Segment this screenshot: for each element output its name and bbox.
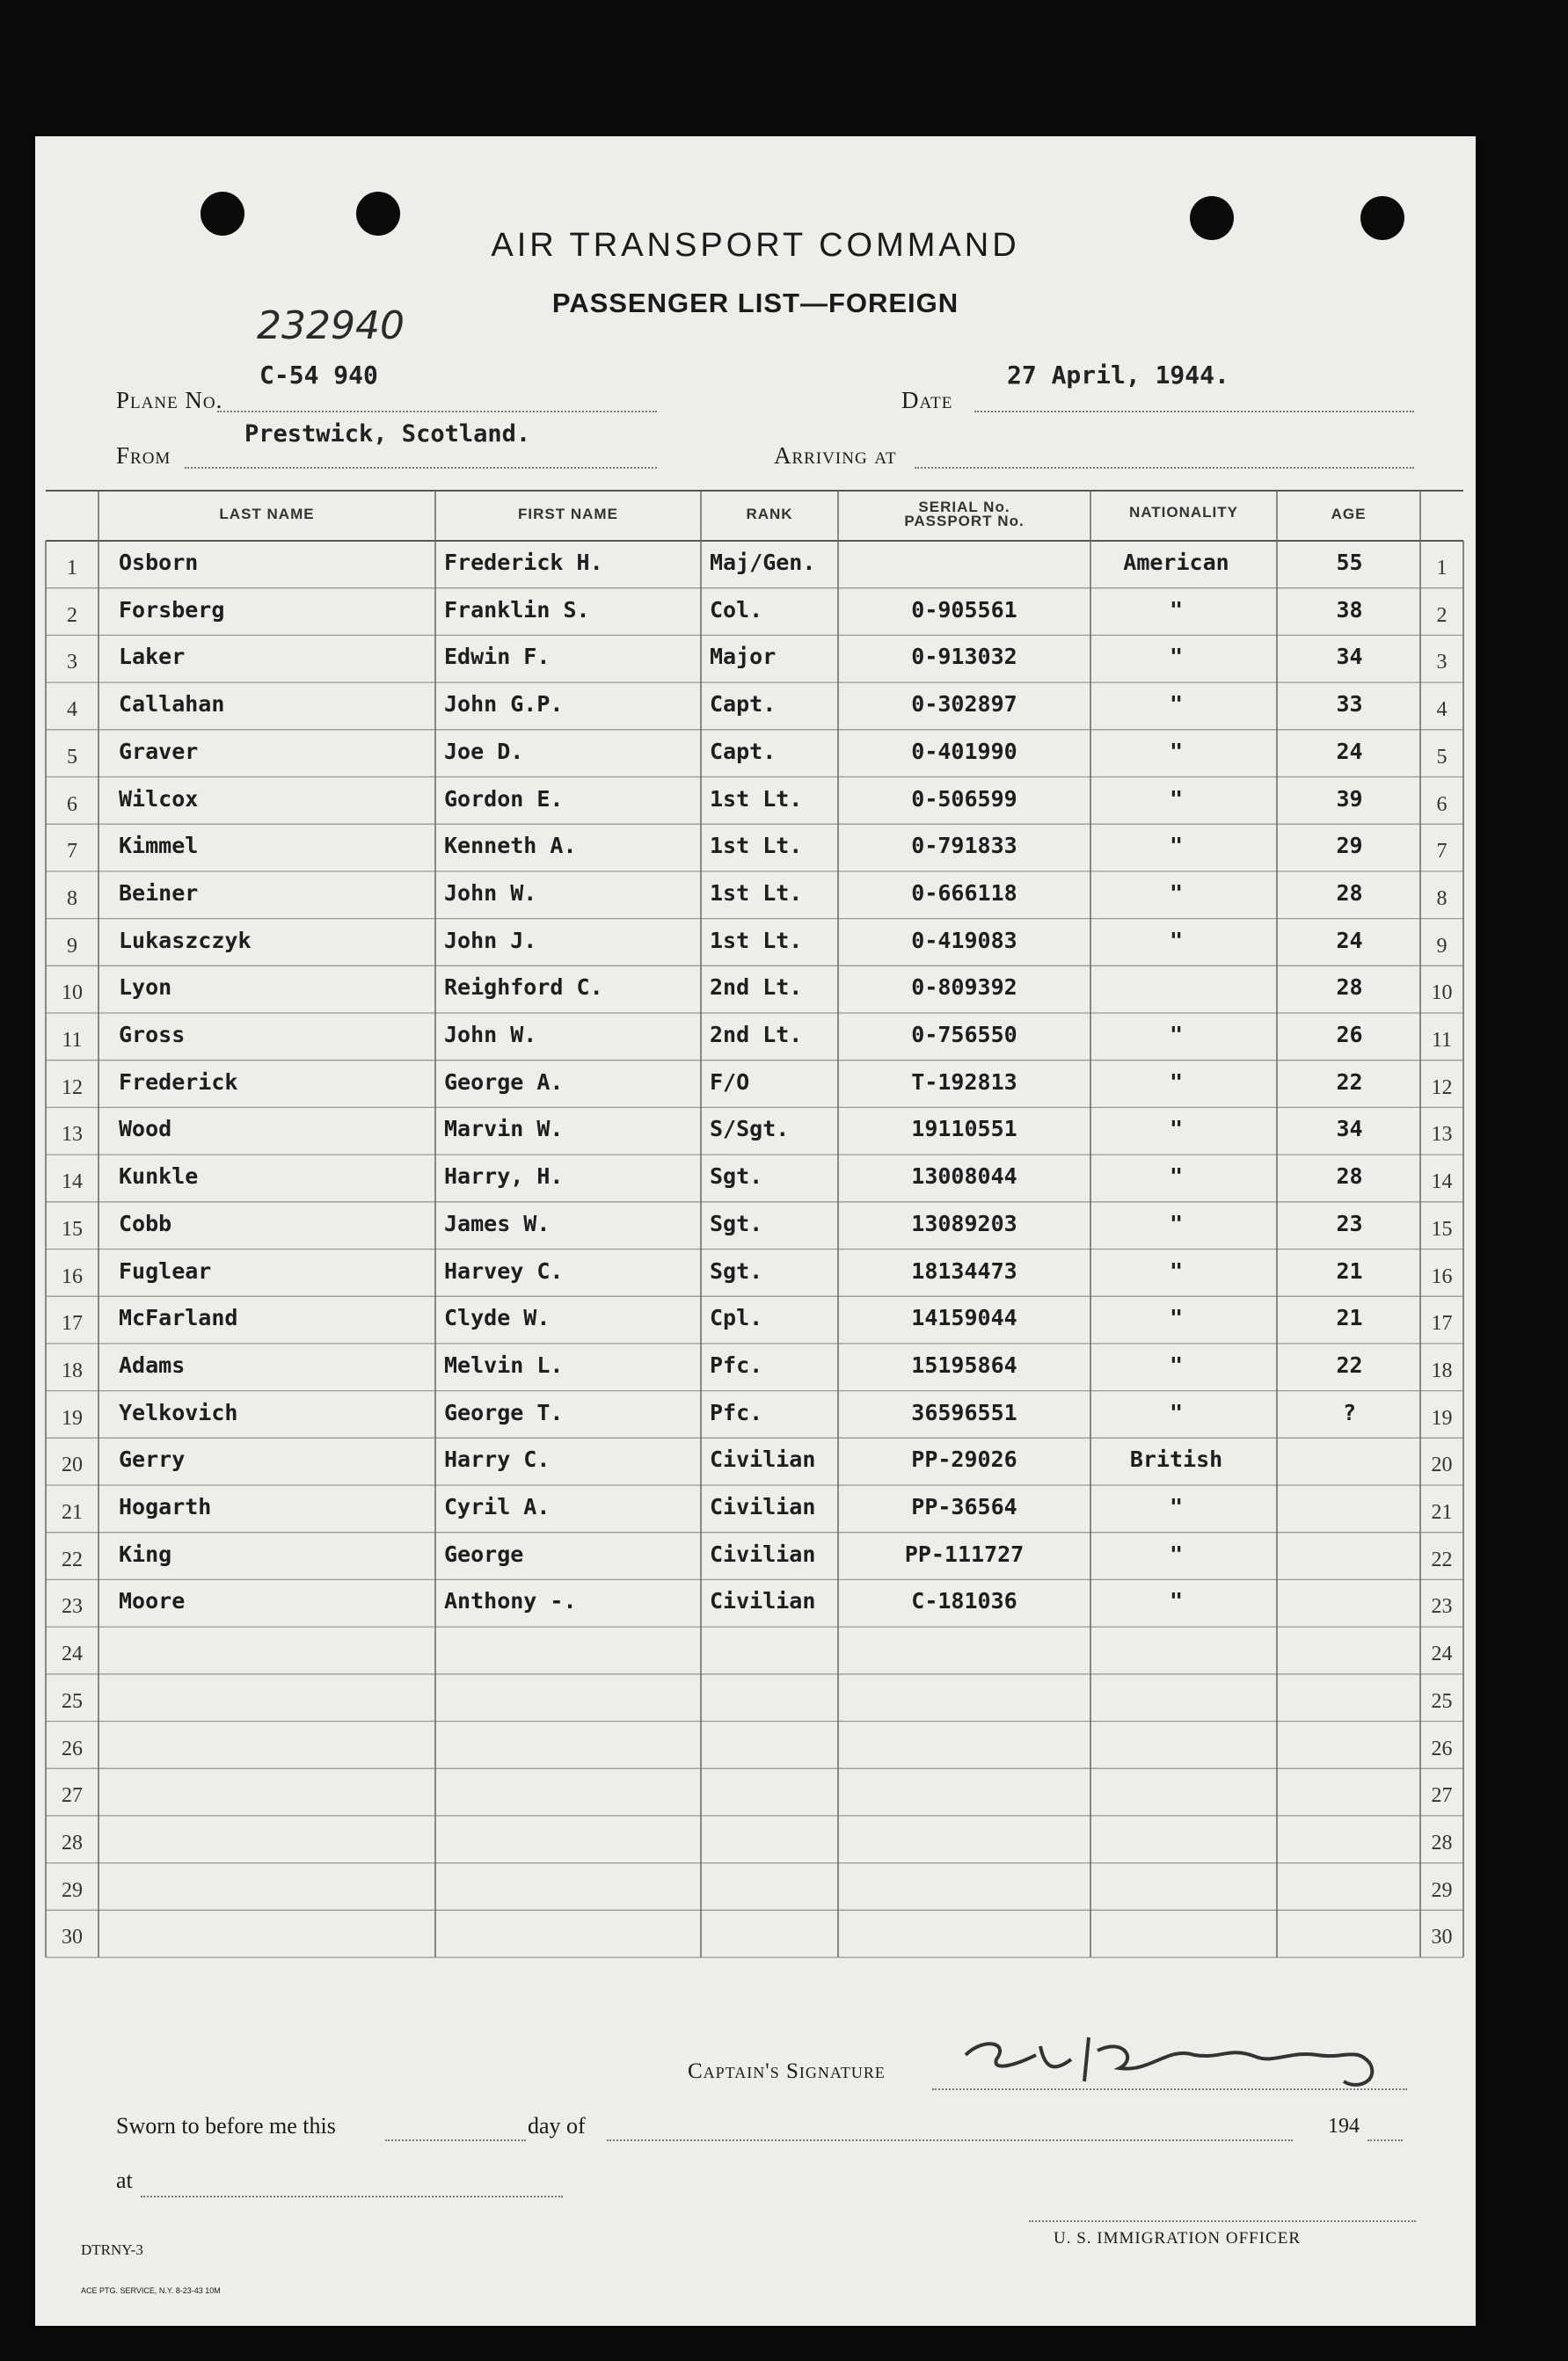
- header-age: AGE: [1331, 506, 1367, 522]
- captain-signature-label: Captain's Signature: [688, 2059, 886, 2083]
- header-nationality: NATIONALITY: [1128, 504, 1238, 521]
- cell-first-name: Harvey C.: [444, 1257, 564, 1284]
- cell-age: 34: [1336, 644, 1363, 670]
- cell-last-name: Cobb: [119, 1210, 172, 1236]
- row-number-right: 23: [1431, 1595, 1453, 1619]
- cell-nationality: ": [1169, 1022, 1184, 1047]
- captain-signature: [957, 2020, 1414, 2099]
- cell-rank: Cpl.: [710, 1305, 763, 1331]
- cell-first-name: Gordon E.: [444, 785, 564, 812]
- plane-label: Plane No.: [116, 387, 223, 413]
- at-line: [141, 2196, 563, 2197]
- cell-serial: 0-791833: [911, 833, 1017, 859]
- cell-serial: C-181036: [911, 1588, 1017, 1614]
- row-number-right: 28: [1431, 1831, 1453, 1855]
- cell-rank: Capt.: [710, 691, 777, 718]
- cell-rank: Civilian: [710, 1588, 816, 1614]
- row-number-left: 10: [62, 981, 83, 1005]
- cell-age: 28: [1336, 1163, 1363, 1190]
- cell-nationality: ": [1169, 1352, 1184, 1378]
- cell-rank: Civilian: [710, 1446, 816, 1473]
- row-number-left: 2: [67, 603, 77, 627]
- row-number-left: 3: [67, 651, 77, 674]
- cell-nationality: ": [1169, 785, 1184, 812]
- cell-serial: 0-666118: [911, 879, 1017, 906]
- cell-age: 29: [1336, 833, 1363, 859]
- cell-age: 33: [1336, 691, 1363, 718]
- header-passport: PASSPORT No.: [904, 513, 1025, 529]
- cell-nationality: American: [1123, 550, 1229, 575]
- row-number-right: 16: [1431, 1264, 1453, 1288]
- cell-first-name: Joe D.: [444, 738, 524, 764]
- cell-nationality: ": [1169, 691, 1184, 718]
- row-number-left: 15: [62, 1217, 83, 1241]
- cell-first-name: Clyde W.: [444, 1305, 551, 1331]
- cell-rank: Pfc.: [710, 1399, 763, 1425]
- cell-age: 23: [1336, 1210, 1363, 1236]
- header-first-name: FIRST NAME: [518, 506, 618, 522]
- cell-first-name: Franklin S.: [444, 596, 590, 623]
- cell-rank: 1st Lt.: [710, 927, 803, 953]
- cell-age: 39: [1336, 785, 1363, 812]
- cell-serial: PP-29026: [911, 1446, 1017, 1473]
- row-number-left: 14: [62, 1170, 83, 1194]
- cell-first-name: John W.: [444, 1022, 537, 1047]
- row-number-right: 12: [1431, 1075, 1453, 1099]
- cell-rank: S/Sgt.: [710, 1116, 790, 1142]
- row-number-right: 17: [1431, 1312, 1453, 1336]
- row-number-right: 6: [1436, 792, 1448, 816]
- row-number-left: 4: [67, 698, 77, 722]
- cell-nationality: ": [1169, 1494, 1184, 1519]
- cell-serial: 0-419083: [911, 927, 1017, 953]
- arriving-label: Arriving at: [774, 442, 897, 469]
- from-label: From: [116, 442, 171, 469]
- cell-serial: 19110551: [911, 1116, 1017, 1142]
- cell-serial: 0-302897: [911, 691, 1017, 718]
- cell-serial: 0-401990: [911, 738, 1017, 764]
- row-number-right: 8: [1436, 886, 1448, 910]
- cell-serial: 0-756550: [911, 1022, 1017, 1047]
- row-number-left: 24: [62, 1643, 83, 1666]
- cell-age: 24: [1336, 927, 1363, 953]
- cell-last-name: Yelkovich: [119, 1399, 238, 1425]
- sworn-label: Sworn to before me this: [116, 2113, 336, 2139]
- cell-rank: Maj/Gen.: [710, 550, 816, 575]
- cell-last-name: Lyon: [119, 974, 172, 1001]
- cell-age: 55: [1336, 550, 1363, 575]
- row-number-right: 10: [1431, 981, 1453, 1005]
- cell-nationality: ": [1169, 879, 1184, 906]
- handwritten-number: 232940: [257, 303, 405, 348]
- header-last-name: LAST NAME: [219, 506, 315, 522]
- cell-rank: Civilian: [710, 1494, 816, 1519]
- header-rank: RANK: [746, 506, 793, 522]
- cell-last-name: King: [119, 1541, 172, 1567]
- cell-age: 38: [1336, 596, 1363, 623]
- cell-serial: 36596551: [911, 1399, 1017, 1425]
- row-number-right: 27: [1431, 1784, 1453, 1808]
- row-number-right: 25: [1431, 1689, 1453, 1713]
- row-number-left: 26: [62, 1737, 83, 1760]
- row-number-right: 14: [1431, 1170, 1453, 1194]
- cell-nationality: ": [1169, 596, 1184, 623]
- cell-nationality: ": [1169, 1399, 1184, 1425]
- date-value: 27 April, 1944.: [1007, 361, 1229, 390]
- cell-nationality: ": [1169, 1068, 1184, 1095]
- cell-last-name: Wilcox: [119, 785, 199, 812]
- row-number-right: 15: [1431, 1217, 1453, 1241]
- row-number-left: 8: [67, 886, 77, 910]
- row-number-left: 17: [62, 1312, 83, 1336]
- cell-rank: 2nd Lt.: [710, 974, 803, 1001]
- cell-age: 34: [1336, 1116, 1363, 1142]
- form-title: AIR TRANSPORT COMMAND: [491, 227, 1020, 264]
- row-number-right: 29: [1431, 1878, 1453, 1902]
- form-subtitle: PASSENGER LIST—FOREIGN: [551, 288, 959, 318]
- cell-first-name: John W.: [444, 879, 537, 906]
- cell-rank: Civilian: [710, 1541, 816, 1567]
- row-number-left: 9: [67, 934, 77, 958]
- row-number-right: 13: [1431, 1123, 1453, 1147]
- cell-last-name: Adams: [119, 1352, 186, 1378]
- cell-last-name: McFarland: [119, 1305, 238, 1331]
- cell-last-name: Hogarth: [119, 1494, 212, 1519]
- cell-serial: 0-905561: [911, 596, 1017, 623]
- row-number-right: 5: [1436, 745, 1448, 769]
- cell-last-name: Kunkle: [119, 1163, 199, 1190]
- cell-serial: 0-809392: [911, 974, 1017, 1001]
- from-value: Prestwick, Scotland.: [244, 420, 531, 448]
- cell-first-name: Cyril A.: [444, 1494, 551, 1519]
- cell-age: 28: [1336, 879, 1363, 906]
- cell-rank: 1st Lt.: [710, 879, 803, 906]
- cell-last-name: Beiner: [119, 879, 199, 906]
- cell-nationality: ": [1169, 1257, 1184, 1284]
- row-number-right: 22: [1431, 1548, 1453, 1571]
- cell-first-name: George T.: [444, 1399, 564, 1425]
- row-number-left: 7: [67, 840, 77, 864]
- day-of-label: day of: [528, 2113, 586, 2139]
- row-number-right: 26: [1431, 1737, 1453, 1760]
- cell-first-name: Frederick H.: [444, 550, 603, 575]
- cell-first-name: George: [444, 1541, 524, 1567]
- row-number-left: 6: [67, 792, 77, 816]
- cell-age: 22: [1336, 1352, 1363, 1378]
- cell-rank: 2nd Lt.: [710, 1022, 803, 1047]
- cell-age: ?: [1342, 1399, 1357, 1425]
- cell-serial: 15195864: [911, 1352, 1017, 1378]
- row-number-left: 29: [62, 1878, 83, 1902]
- cell-last-name: Osborn: [119, 550, 199, 575]
- cell-last-name: Graver: [119, 738, 199, 764]
- cell-serial: 13089203: [911, 1210, 1017, 1236]
- row-number-right: 9: [1436, 934, 1448, 958]
- row-number-right: 20: [1431, 1454, 1453, 1477]
- cell-nationality: ": [1169, 1210, 1184, 1236]
- cell-rank: 1st Lt.: [710, 785, 803, 812]
- cell-first-name: Anthony -.: [444, 1588, 577, 1614]
- sworn-line: [385, 2139, 526, 2141]
- cell-first-name: John G.P.: [444, 691, 564, 718]
- row-number-left: 1: [67, 557, 77, 579]
- row-number-left: 11: [62, 1029, 83, 1052]
- cell-rank: Col.: [710, 596, 763, 623]
- cell-last-name: Frederick: [119, 1068, 238, 1095]
- cell-serial: T-192813: [911, 1068, 1017, 1095]
- at-label: at: [116, 2168, 133, 2193]
- row-number-left: 23: [62, 1595, 83, 1619]
- cell-rank: F/O: [710, 1068, 750, 1095]
- row-number-right: 19: [1431, 1406, 1453, 1430]
- cell-nationality: ": [1169, 1305, 1184, 1331]
- cell-nationality: ": [1169, 927, 1184, 953]
- cell-age: 26: [1336, 1022, 1363, 1047]
- year-label: 194: [1328, 2115, 1360, 2138]
- row-number-left: 22: [62, 1548, 83, 1571]
- cell-first-name: Harry, H.: [444, 1163, 564, 1190]
- year-line: [1367, 2139, 1403, 2141]
- cell-first-name: Reighford C.: [444, 974, 603, 1001]
- cell-age: 21: [1336, 1257, 1363, 1284]
- cell-serial: 18134473: [911, 1257, 1017, 1284]
- cell-age: 22: [1336, 1068, 1363, 1095]
- row-number-right: 2: [1436, 603, 1448, 627]
- cell-rank: Pfc.: [710, 1352, 763, 1378]
- row-number-right: 18: [1431, 1359, 1453, 1382]
- cell-age: 24: [1336, 738, 1363, 764]
- cell-first-name: Kenneth A.: [444, 833, 577, 859]
- cell-last-name: Gerry: [119, 1446, 186, 1473]
- plane-value: C-54 940: [259, 361, 378, 390]
- row-number-left: 25: [62, 1689, 83, 1713]
- cell-age: 21: [1336, 1305, 1363, 1331]
- row-number-left: 30: [62, 1926, 83, 1949]
- cell-rank: Capt.: [710, 738, 777, 764]
- cell-nationality: ": [1169, 738, 1184, 764]
- cell-last-name: Gross: [119, 1022, 186, 1047]
- row-number-right: 3: [1436, 651, 1448, 674]
- immigration-officer-label: U. S. IMMIGRATION OFFICER: [1054, 2229, 1301, 2248]
- cell-first-name: Edwin F.: [444, 644, 551, 670]
- cell-last-name: Laker: [119, 644, 186, 670]
- cell-serial: 0-506599: [911, 785, 1017, 812]
- cell-rank: Sgt.: [710, 1257, 763, 1284]
- cell-nationality: ": [1169, 1163, 1184, 1190]
- row-number-left: 13: [62, 1123, 83, 1147]
- cell-nationality: ": [1169, 644, 1184, 670]
- officer-line: [1029, 2220, 1416, 2222]
- row-number-right: 21: [1431, 1501, 1453, 1524]
- row-number-left: 27: [62, 1784, 83, 1808]
- cell-nationality: ": [1169, 1116, 1184, 1142]
- row-number-right: 4: [1436, 698, 1448, 722]
- passenger-list-sheet: [35, 136, 1476, 2326]
- cell-last-name: Forsberg: [119, 596, 225, 623]
- cell-first-name: Melvin L.: [444, 1352, 564, 1378]
- row-number-left: 12: [62, 1075, 83, 1099]
- row-number-right: 11: [1431, 1029, 1453, 1052]
- row-number-left: 20: [62, 1454, 83, 1477]
- cell-rank: 1st Lt.: [710, 833, 803, 859]
- cell-first-name: George A.: [444, 1068, 564, 1095]
- cell-rank: Major: [710, 644, 777, 670]
- month-line: [607, 2139, 1293, 2141]
- cell-first-name: Marvin W.: [444, 1116, 564, 1142]
- cell-nationality: ": [1169, 1541, 1184, 1567]
- cell-age: 28: [1336, 974, 1363, 1001]
- row-number-left: 5: [67, 745, 77, 769]
- row-number-left: 19: [62, 1406, 83, 1430]
- printer-imprint: ACE PTG. SERVICE, N.Y. 8-23-43 10M: [81, 2286, 221, 2295]
- row-number-right: 30: [1431, 1926, 1453, 1949]
- cell-rank: Sgt.: [710, 1163, 763, 1190]
- cell-first-name: John J.: [444, 927, 537, 953]
- cell-serial: PP-111727: [904, 1541, 1025, 1567]
- cell-nationality: ": [1169, 833, 1184, 859]
- cell-last-name: Kimmel: [119, 833, 199, 859]
- row-number-left: 21: [62, 1501, 83, 1524]
- date-label: Date: [901, 387, 953, 413]
- cell-serial: 13008044: [911, 1163, 1017, 1190]
- cell-rank: Sgt.: [710, 1210, 763, 1236]
- cell-serial: 14159044: [911, 1305, 1017, 1331]
- row-number-right: 24: [1431, 1643, 1453, 1666]
- cell-nationality: ": [1169, 1588, 1184, 1614]
- header-serial: SERIAL No.: [918, 499, 1010, 515]
- cell-first-name: Harry C.: [444, 1446, 551, 1473]
- cell-last-name: Moore: [119, 1588, 186, 1614]
- row-number-right: 7: [1436, 840, 1448, 864]
- row-number-right: 1: [1436, 557, 1448, 579]
- row-number-left: 16: [62, 1264, 83, 1288]
- cell-first-name: James W.: [444, 1210, 551, 1236]
- cell-last-name: Wood: [119, 1116, 172, 1142]
- form-id: DTRNY-3: [81, 2241, 143, 2258]
- cell-last-name: Fuglear: [119, 1257, 212, 1284]
- cell-last-name: Lukaszczyk: [119, 927, 252, 953]
- cell-serial: PP-36564: [911, 1494, 1017, 1519]
- cell-last-name: Callahan: [119, 691, 225, 718]
- row-number-left: 28: [62, 1831, 83, 1855]
- cell-nationality: British: [1129, 1446, 1223, 1473]
- cell-serial: 0-913032: [911, 644, 1017, 670]
- row-number-left: 18: [62, 1359, 83, 1382]
